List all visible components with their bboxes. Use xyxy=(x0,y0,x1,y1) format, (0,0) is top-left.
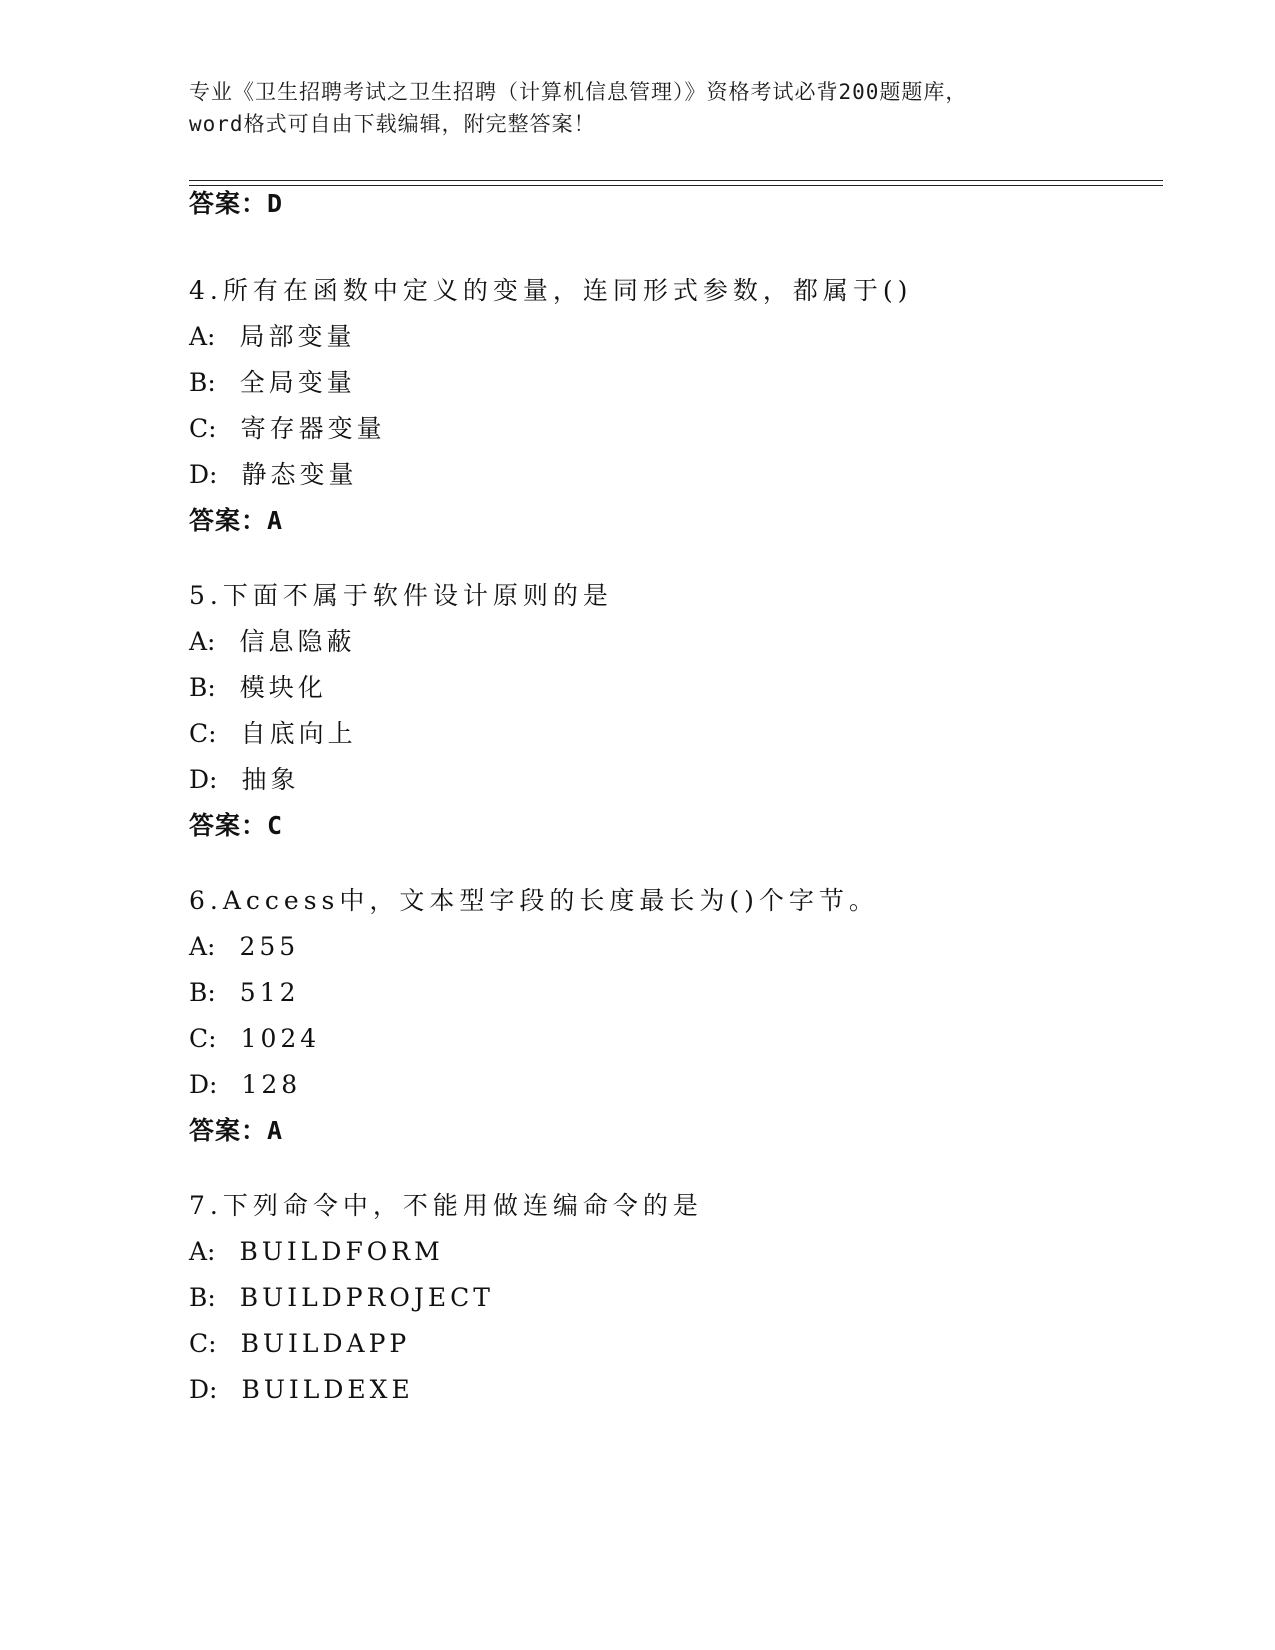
answer-value: A xyxy=(267,506,283,535)
option-key: C: xyxy=(189,414,217,443)
answer-label: 答案： xyxy=(189,1116,268,1145)
answer-label: 答案： xyxy=(189,811,268,840)
header-title-line-2: word格式可自由下载编辑，附完整答案！ xyxy=(189,112,596,136)
option-d xyxy=(189,1373,1169,1419)
option-text: 局部变量 xyxy=(239,322,356,351)
option-c xyxy=(189,1022,1169,1068)
question-7 xyxy=(189,1189,1169,1419)
option-d xyxy=(189,1068,1169,1114)
option-text: 128 xyxy=(241,1070,302,1099)
answer xyxy=(189,504,1169,550)
option-text: 255 xyxy=(239,932,300,961)
option-text: BUILDPROJECT xyxy=(239,1283,494,1312)
option-text: 抽象 xyxy=(241,765,300,794)
option-text: BUILDAPP xyxy=(240,1329,411,1358)
option-key: D: xyxy=(189,1375,218,1404)
option-text: 静态变量 xyxy=(241,460,358,489)
option-text: 寄存器变量 xyxy=(240,414,386,443)
option-key: A: xyxy=(189,627,216,656)
answer xyxy=(189,1114,1169,1160)
answer-value: C xyxy=(267,811,283,840)
option-b xyxy=(189,1281,1169,1327)
option-text: 全局变量 xyxy=(239,368,356,397)
question-6 xyxy=(189,884,1169,1160)
answer-value: D xyxy=(267,189,283,218)
option-c xyxy=(189,717,1169,763)
question-stem: 7.下列命令中，不能用做连编命令的是 xyxy=(189,1191,703,1220)
option-text: BUILDFORM xyxy=(239,1237,444,1266)
answer-previous-question xyxy=(189,187,282,221)
question-4 xyxy=(189,274,1169,550)
option-key: D: xyxy=(189,1070,218,1099)
option-key: C: xyxy=(189,719,217,748)
option-c xyxy=(189,1327,1169,1373)
header-title-line-1: 专业《卫生招聘考试之卫生招聘（计算机信息管理）》资格考试必背200题题库， xyxy=(189,80,968,104)
question-5 xyxy=(189,579,1169,855)
question-stem: 6.Access中，文本型字段的长度最长为()个字节。 xyxy=(189,886,879,915)
answer-label: 答案： xyxy=(189,189,268,218)
answer xyxy=(189,809,1169,855)
option-key: D: xyxy=(189,765,218,794)
answer-label: 答案： xyxy=(189,506,268,535)
option-c xyxy=(189,412,1169,458)
option-key: D: xyxy=(189,460,218,489)
option-text: 信息隐蔽 xyxy=(239,627,356,656)
option-key: B: xyxy=(189,673,216,702)
option-a xyxy=(189,625,1169,671)
option-d xyxy=(189,763,1169,809)
option-b xyxy=(189,671,1169,717)
option-b xyxy=(189,976,1169,1022)
question-stem: 4.所有在函数中定义的变量，连同形式参数，都属于() xyxy=(189,276,913,305)
option-key: A: xyxy=(189,322,216,351)
option-a xyxy=(189,930,1169,976)
option-key: A: xyxy=(189,932,216,961)
option-text: 1024 xyxy=(240,1024,321,1053)
option-key: B: xyxy=(189,978,216,1007)
option-key: B: xyxy=(189,1283,216,1312)
header-divider-top xyxy=(189,180,1163,181)
header-divider-bottom xyxy=(189,185,1163,186)
option-key: C: xyxy=(189,1329,217,1358)
option-b xyxy=(189,366,1169,412)
option-a xyxy=(189,320,1169,366)
option-text: 512 xyxy=(239,978,300,1007)
option-key: B: xyxy=(189,368,216,397)
option-key: C: xyxy=(189,1024,217,1053)
question-stem: 5.下面不属于软件设计原则的是 xyxy=(189,581,613,610)
option-text: 模块化 xyxy=(239,673,327,702)
option-key: A: xyxy=(189,1237,216,1266)
answer-value: A xyxy=(267,1116,283,1145)
option-d xyxy=(189,458,1169,504)
document-header xyxy=(189,76,1089,140)
option-text: 自底向上 xyxy=(240,719,357,748)
option-text: BUILDEXE xyxy=(241,1375,414,1404)
option-a xyxy=(189,1235,1169,1281)
